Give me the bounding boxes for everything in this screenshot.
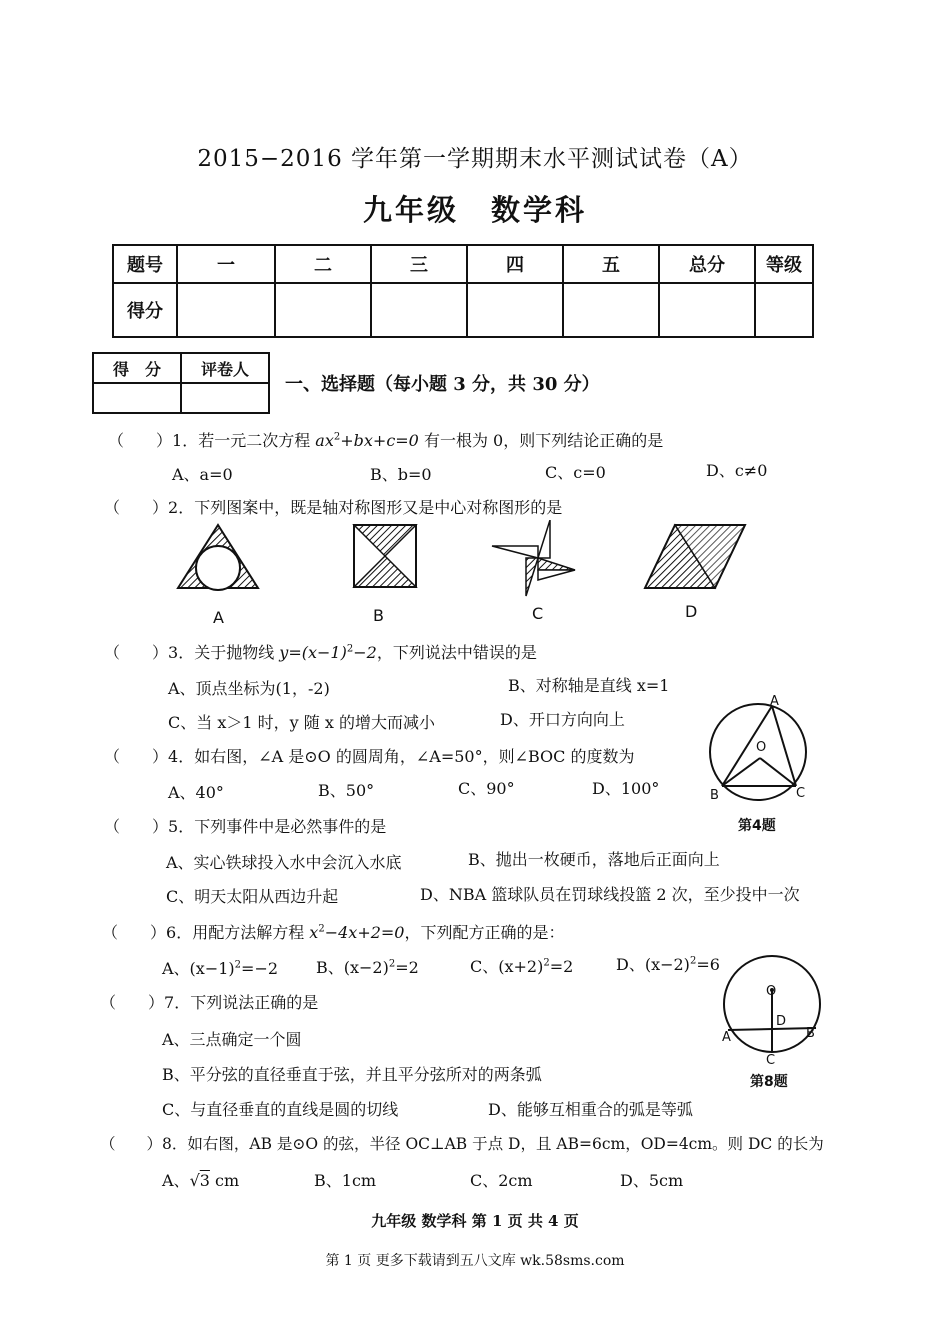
figure-a-triangle-circle (178, 525, 258, 590)
q4-caption: 第4题 (738, 818, 776, 834)
option-text: A、 (162, 1171, 190, 1190)
radicand: 3 (199, 1171, 210, 1190)
q8-figure-circle (718, 948, 828, 1068)
answer-bracket: （ ） (102, 923, 167, 942)
question-number: 1． (172, 431, 199, 450)
score-cell (275, 283, 371, 337)
q4-option-c: C、90° (458, 779, 515, 798)
q2-label-d: D (685, 602, 698, 621)
question-text: ，下列说法中错误的是 (376, 643, 537, 662)
question-text: 用配方法解方程 (192, 923, 310, 942)
question-5 (104, 814, 386, 837)
answer-bracket: （ ） (104, 747, 169, 766)
q8-label-b: B (806, 1026, 815, 1041)
option-text: =6 (696, 955, 720, 974)
q3-option-d: D、开口方向向上 (500, 710, 625, 729)
question-6 (102, 920, 565, 943)
score-row-label-number: 题号 (113, 245, 177, 283)
equation-part: +bx+c=0 (340, 431, 419, 450)
q4-label-c: C (796, 786, 806, 801)
question-text: 关于抛物线 (194, 643, 280, 662)
score-table (112, 244, 814, 338)
score-col-grade: 等级 (755, 245, 813, 283)
q1-option-a: A、a=0 (172, 465, 233, 484)
q7-option-b: B、平分弦的直径垂直于弦，并且平分弦所对的两条弧 (162, 1065, 542, 1084)
score-col-total: 总分 (659, 245, 755, 283)
answer-bracket: （ ） (100, 1135, 163, 1153)
answer-bracket: （ ） (104, 498, 169, 517)
answer-bracket: （ ） (104, 817, 169, 836)
q6-option-d (616, 952, 720, 975)
question-number: 3． (168, 643, 195, 662)
q5-option-c: C、明天太阳从西边升起 (166, 887, 339, 906)
answer-bracket: （ ） (104, 643, 169, 662)
question-text: 下列说法正确的是 (190, 993, 319, 1012)
q6-option-a (162, 956, 278, 979)
q5-option-d: D、NBA 篮球队员在罚球线投篮 2 次，至少投中一次 (420, 885, 800, 904)
exponent: 2 (333, 431, 341, 443)
q4-label-a: A (770, 694, 779, 709)
q1-option-d: D、c≠0 (706, 461, 768, 480)
question-text: 下列事件中是必然事件的是 (194, 817, 387, 836)
score-col-2: 二 (275, 245, 371, 283)
question-1 (108, 428, 663, 451)
q2-label-b: B (373, 606, 384, 625)
exponent: 2 (234, 959, 242, 971)
q5-option-a: A、实心铁球投入水中会沉入水底 (166, 853, 402, 872)
q6-option-b (316, 955, 419, 978)
grader-name-label: 评卷人 (181, 353, 269, 383)
question-text: 下列图案中，既是轴对称图形又是中心对称图形的是 (194, 498, 563, 517)
question-3 (104, 640, 537, 663)
q4-label-o: O (756, 740, 767, 755)
equation-part: x (309, 923, 319, 942)
score-col-3: 三 (371, 245, 467, 283)
q3-option-a: A、顶点坐标为(1，-2) (168, 679, 330, 698)
q4-label-b: B (710, 788, 719, 803)
score-cell (371, 283, 467, 337)
grader-table (92, 352, 270, 414)
q7-option-d: D、能够互相重合的弧是等弧 (488, 1100, 693, 1119)
q8-option-d: D、5cm (620, 1171, 684, 1190)
q8-option-b: B、1cm (314, 1171, 377, 1190)
q1-option-c: C、c=0 (545, 463, 606, 482)
exponent: 2 (318, 923, 325, 935)
option-text: C、(x+2) (470, 957, 544, 976)
question-number: 5． (168, 817, 195, 836)
question-4 (104, 744, 635, 767)
score-row-label-score: 得分 (113, 283, 177, 337)
q8-option-a: A、√3 cm (162, 1171, 240, 1190)
score-cell (467, 283, 563, 337)
q6-option-c (470, 954, 573, 977)
q8-label-a: A (722, 1030, 731, 1045)
q8-label-d: D (776, 1014, 787, 1029)
q4-option-a: A、40° (168, 783, 224, 802)
grader-name-cell (181, 383, 269, 413)
q3-option-c: C、当 x＞1 时，y 随 x 的增大而减小 (168, 713, 435, 732)
option-text: A、(x−1) (162, 959, 235, 978)
page-footer: 九年级 数学科 第 1 页 共 4 页 (371, 1212, 579, 1230)
exam-title: 2015−2016 学年第一学期期末水平测试试卷（A） (197, 146, 753, 172)
question-2 (104, 495, 562, 518)
question-text: ，下列配方正确的是： (404, 923, 565, 942)
score-cell (659, 283, 755, 337)
q7-option-a: A、三点确定一个圆 (162, 1030, 302, 1049)
question-7 (100, 990, 318, 1013)
q8-option-c: C、2cm (470, 1171, 533, 1190)
q3-option-b: B、对称轴是直线 x=1 (508, 676, 670, 695)
q2-figures (170, 520, 770, 600)
option-text: =2 (549, 957, 574, 976)
question-text: 如右图，AB 是⊙O 的弦，半径 OC⊥AB 于点 D，且 AB=6cm，OD=4cm。则 DC 的长为 (187, 1135, 824, 1153)
q2-label-a: A (213, 608, 224, 627)
q7-option-c: C、与直径垂直的直线是圆的切线 (162, 1100, 399, 1119)
question-number: 6． (166, 923, 193, 942)
exponent: 2 (346, 643, 354, 655)
question-text: 有一根为 0，则下列结论正确的是 (418, 431, 664, 450)
figure-b-square-hourglass (354, 525, 416, 587)
figure-c-pinwheel (492, 520, 575, 596)
q8-label-c: C (766, 1053, 776, 1068)
q4-option-b: B、50° (318, 781, 375, 800)
question-number: 8． (162, 1135, 188, 1153)
question-number: 7． (164, 993, 191, 1012)
option-text: B、(x−2) (316, 958, 389, 977)
answer-bracket: （ ） (100, 993, 165, 1012)
question-number: 4． (168, 747, 195, 766)
exponent: 2 (543, 957, 550, 969)
score-cell (177, 283, 275, 337)
question-8 (100, 1132, 824, 1154)
score-cell (563, 283, 659, 337)
q5-option-b: B、抛出一枚硬币，落地后正面向上 (468, 850, 720, 869)
option-text: cm (209, 1171, 240, 1190)
question-number: 2． (168, 498, 195, 517)
exponent: 2 (388, 958, 396, 970)
score-col-1: 一 (177, 245, 275, 283)
grader-score-cell (93, 383, 181, 413)
exam-subtitle: 九年级 数学科 (362, 193, 587, 227)
score-cell (755, 283, 813, 337)
equation-part: ax (315, 431, 334, 450)
score-col-5: 五 (563, 245, 659, 283)
q1-option-b: B、b=0 (370, 465, 432, 484)
q2-label-c: C (532, 604, 544, 623)
question-text: 若一元二次方程 (198, 431, 316, 450)
section-title: 一、选择题（每小题 3 分，共 30 分） (285, 374, 600, 395)
score-col-4: 四 (467, 245, 563, 283)
figure-d-parallelogram (645, 525, 745, 588)
question-text: 如右图，∠A 是⊙O 的圆周角，∠A=50°，则∠BOC 的度数为 (194, 747, 635, 766)
answer-bracket: （ ） (108, 431, 173, 450)
q8-caption: 第8题 (750, 1074, 788, 1090)
option-text: =2 (395, 958, 419, 977)
q4-option-d: D、100° (592, 779, 660, 798)
q8-label-o: O (766, 984, 777, 999)
exponent: 2 (689, 955, 697, 967)
grader-score-label: 得 分 (93, 353, 181, 383)
equation-part: y=(x−1) (279, 643, 347, 662)
equation-part: −2 (353, 643, 377, 662)
equation-part: −4x+2=0 (324, 923, 405, 942)
source-line: 第 1 页 更多下载请到五八文库 wk.58sms.com (325, 1253, 625, 1269)
option-text: =−2 (241, 959, 279, 978)
option-text: D、(x−2) (616, 955, 690, 974)
